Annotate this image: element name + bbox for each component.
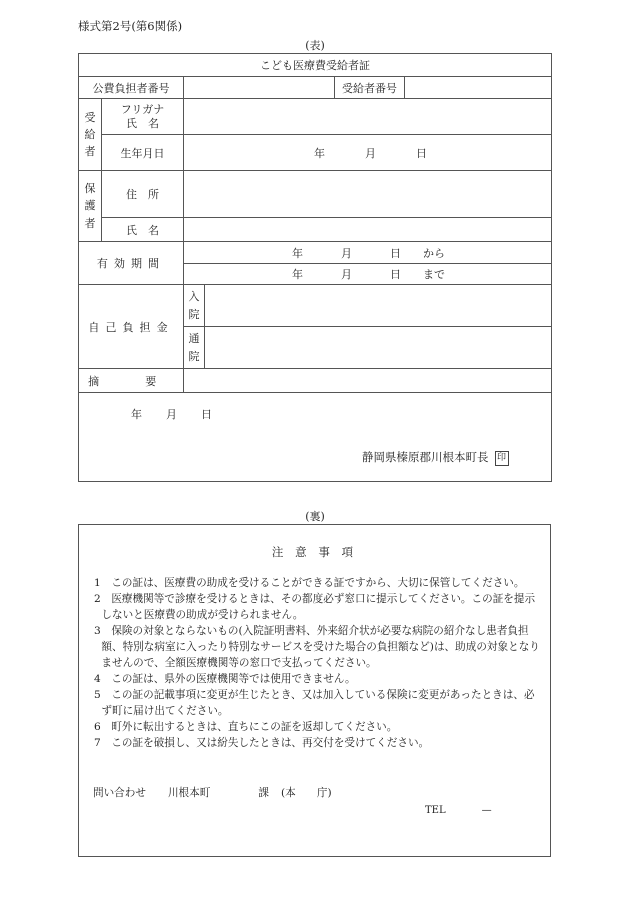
issue-section (79, 393, 552, 482)
copay-label: 自己負担金 (79, 285, 184, 369)
note-item: 2 医療機関等で診療を受けるときは、その都度必ず窓口に提示してください。この証を提示しないと医療費の助成が受けられません。 (94, 593, 536, 621)
guardian-name-value (184, 218, 552, 242)
certificate-back (78, 524, 551, 857)
notes-title: 注 意 事 項 (271, 545, 358, 559)
note-item: 5 この証の記載事項に変更が生じたとき、又は加入している保険に変更があったときは、必ず町に届け出てください。 (94, 689, 535, 717)
payer-number-label: 公費負担者番号 (79, 77, 184, 99)
back-side-label: (裏) (305, 510, 325, 523)
inquiry-line (93, 785, 332, 800)
outpatient-label: 通 院 (184, 327, 205, 369)
birthdate-label: 生年月日 (102, 135, 184, 171)
issuer: 静岡県榛原郡川根本町長 印 (362, 449, 509, 466)
notes-list (94, 575, 540, 751)
note-item: 1 この証は、医療費の助成を受けることができる証ですから、大切に保管してください。 (94, 577, 525, 589)
note-item: 7 この証を破損し、又は紛失したときは、再交付を受けてください。 (94, 737, 430, 749)
tel-dash: — (481, 805, 492, 816)
inquiry-section: 課 (258, 787, 269, 799)
outpatient-value (205, 327, 552, 369)
tel-label: TEL (425, 805, 446, 816)
seal-mark: 印 (495, 451, 509, 466)
validity-until: 年 月 日 まで (184, 264, 552, 285)
inquiry-town: 川根本町 (167, 787, 211, 799)
recipient-name-value (184, 99, 552, 135)
inpatient-label: 入 院 (184, 285, 205, 327)
validity-label: 有効期間 (79, 242, 184, 285)
recipient-number-value (405, 77, 552, 99)
certificate-title: こども医療費受給者証 (79, 54, 552, 77)
note-item: 6 町外に転出するときは、直ちにこの証を返却してください。 (94, 721, 398, 733)
issue-date: 年 月 日 (131, 408, 212, 421)
certificate-front-table (78, 53, 552, 482)
note-item: 3 保険の対象とならないもの(入院証明書料、外来紹介状が必要な病院の紹介なし患者負担額、特別な病室に入ったり特別なサービスを受けた場合の負担額など)は、助成の対象となりませんので、全額医療機関等の窓口で支払ってください。 (94, 625, 540, 669)
validity-from: 年 月 日 から (184, 242, 552, 264)
address-label: 住 所 (102, 171, 184, 218)
address-value (184, 171, 552, 218)
front-side-label: (表) (305, 39, 325, 52)
inquiry-label: 問い合わせ (93, 787, 146, 799)
remarks-label: 摘 要 (79, 369, 184, 393)
form-number: 様式第2号(第6関係) (78, 19, 183, 33)
remarks-value (184, 369, 552, 393)
note-item: 4 この証は、県外の医療機関等では使用できません。 (94, 673, 356, 685)
recipient-number-label: 受給者番号 (335, 77, 405, 99)
tel-line (425, 805, 492, 816)
guardian-group-label: 保 護 者 (79, 171, 102, 242)
inpatient-value (205, 285, 552, 327)
recipient-group-label: 受 給 者 (79, 99, 102, 171)
inquiry-office: (本 庁) (280, 787, 332, 799)
birthdate-value: 年 月 日 (184, 135, 552, 171)
payer-number-value (184, 77, 335, 99)
guardian-name-label: 氏 名 (102, 218, 184, 242)
furigana-name-label: フリガナ 氏 名 (102, 99, 184, 135)
